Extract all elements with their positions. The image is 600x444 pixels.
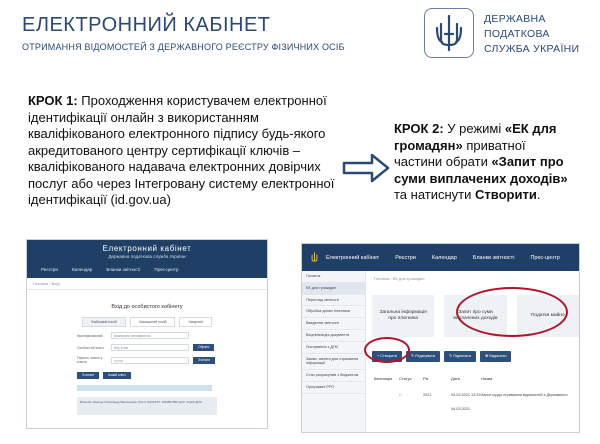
status-bar	[77, 385, 212, 391]
org-name: ДЕРЖАВНА ПОДАТКОВА СЛУЖБА УКРАЇНИ	[484, 13, 580, 55]
card-payer-info[interactable]: Загальна інформація про платника	[372, 295, 434, 337]
sidebar-item-input[interactable]: Введення звітності	[302, 318, 365, 330]
nav-press[interactable]: Прес-центр	[530, 254, 560, 261]
breadcrumb[interactable]: Головна › Вхід	[27, 278, 267, 290]
sidebar-item-citizens[interactable]: ЕК для громадян	[302, 283, 365, 295]
highlight-create-button	[364, 337, 410, 363]
step2-text: КРОК 2: У режимі «ЕК для громадян» приватної частини обрати «Запит про суми виплачених доходів» та натиснути Створити.	[394, 121, 568, 202]
breadcrumb[interactable]: Головна › ЕК для громадян	[374, 276, 425, 281]
read-button[interactable]: Зчитати	[77, 372, 99, 379]
key-info: Власник: Шевчук Олександр Васильович (Тест) РНОКПП: 1234567890 ЦСК: АЦСК ДПС	[77, 397, 217, 415]
sidebar-item-balance[interactable]: Стан розрахунків з бюджетом	[302, 370, 365, 382]
tab-secure-key[interactable]: Захищений носій	[130, 317, 176, 327]
nav-cabinet[interactable]: Електронний кабінет	[326, 254, 380, 261]
trident-icon	[310, 251, 319, 264]
create-button[interactable]: + Створити	[372, 351, 402, 362]
table-row[interactable]: □ 2021 04.03.2021 13:29 Запит щодо отримання відомостей з Державного	[399, 393, 568, 397]
nav-forms[interactable]: Бланки звітності	[472, 254, 515, 261]
tab-cloud-key[interactable]: Хмарний	[179, 317, 211, 327]
nav-calendar[interactable]: Календар	[431, 254, 457, 261]
sidebar-item-letters[interactable]: Листування з ДПС	[302, 342, 365, 354]
tab-file-key[interactable]: Файловий носій	[82, 317, 126, 327]
key-password-field[interactable]: ••••••••	[111, 357, 189, 364]
nav-registers[interactable]: Реєстри	[41, 267, 58, 272]
table-header: Квитанція Статус Рік Дата Назва	[374, 376, 493, 381]
other-key-button[interactable]: Інший ключ	[103, 372, 131, 379]
tax-service-logo	[424, 8, 474, 58]
csk-select[interactable]: Визначити автоматично	[111, 332, 189, 339]
step1-text: КРОК 1: Проходження користувачем електронної ідентифікації онлайн з використанням кваліфікованого електронного підпису будь-якого акредитованого центру сертифікації ключів – кваліфікованого надавача електронних довірчих послуг або через Інтегровану систему електронної ідентифікації (id.gov.ua)	[28, 93, 335, 207]
sidebar-item-rro[interactable]: Програмне РРО	[302, 382, 365, 394]
login-subtitle: Державна податкова служба України	[108, 254, 186, 259]
key-file-field[interactable]: Key-6.dat	[111, 344, 189, 351]
sidebar-item-reports[interactable]: Перегляд звітності	[302, 295, 365, 307]
card-income-request[interactable]: Запит про суми виплачених доходів	[444, 295, 506, 337]
login-nav	[27, 267, 267, 272]
sidebar-item-start[interactable]: Початок	[302, 271, 365, 283]
trident-icon	[434, 14, 464, 52]
login-screenshot: Електронний кабінет Державна податкова служба України Реєстри Календар Бланки звітності Прес-центр Головна › Вхід Вхід до особистого кабінету Файловий носій Захищений носій Хмарний Кваліфікований Визначити автоматично Особистий ключ Key-6.dat Обрати Пароль захисту ключа •••••••• Зчитати Зчитати Інший ключ Власник: Шевчук Олександр Васильович (Тест) РНОКПП: 1234567890 ЦСК: АЦСК ДПС	[26, 239, 268, 429]
edit-button[interactable]: ✎ Редагувати	[406, 351, 440, 362]
sign-button[interactable]: ✎ Підписати	[444, 351, 476, 362]
page-subtitle: ОТРИМАННЯ ВІДОМОСТЕЙ З ДЕРЖАВНОГО РЕЄСТРУ ФІЗИЧНИХ ОСІБ	[22, 42, 345, 52]
arrow-right-icon	[342, 152, 390, 184]
nav-press[interactable]: Прес-центр	[154, 267, 179, 272]
card-property-tax[interactable]: Податки майно	[517, 295, 579, 337]
highlight-income-request	[456, 287, 568, 337]
page-title: ЕЛЕКТРОННИЙ КАБІНЕТ	[22, 14, 271, 36]
delete-button[interactable]: ✖ Видалити	[480, 351, 511, 362]
nav-calendar[interactable]: Календар	[71, 267, 93, 272]
read-key-side-button[interactable]: Зчитати	[193, 357, 215, 364]
sidebar-item-documents[interactable]: Вхідні/вихідні документи	[302, 330, 365, 342]
nav-registers[interactable]: Реєстри	[395, 254, 416, 261]
nav-forms[interactable]: Бланки звітності	[106, 267, 141, 272]
choose-key-button[interactable]: Обрати	[193, 344, 214, 351]
login-heading: Вхід до особистого кабінету	[111, 304, 183, 310]
table-row[interactable]: 04.03.2021	[451, 407, 471, 411]
sidebar-item-data[interactable]: Обробка даних платника	[302, 306, 365, 318]
sidebar	[302, 271, 366, 433]
cabinet-screenshot	[301, 243, 580, 433]
login-title: Електронний кабінет	[102, 244, 192, 253]
sidebar-item-requests[interactable]: Заяви, запити для отримання інформації	[302, 354, 365, 371]
